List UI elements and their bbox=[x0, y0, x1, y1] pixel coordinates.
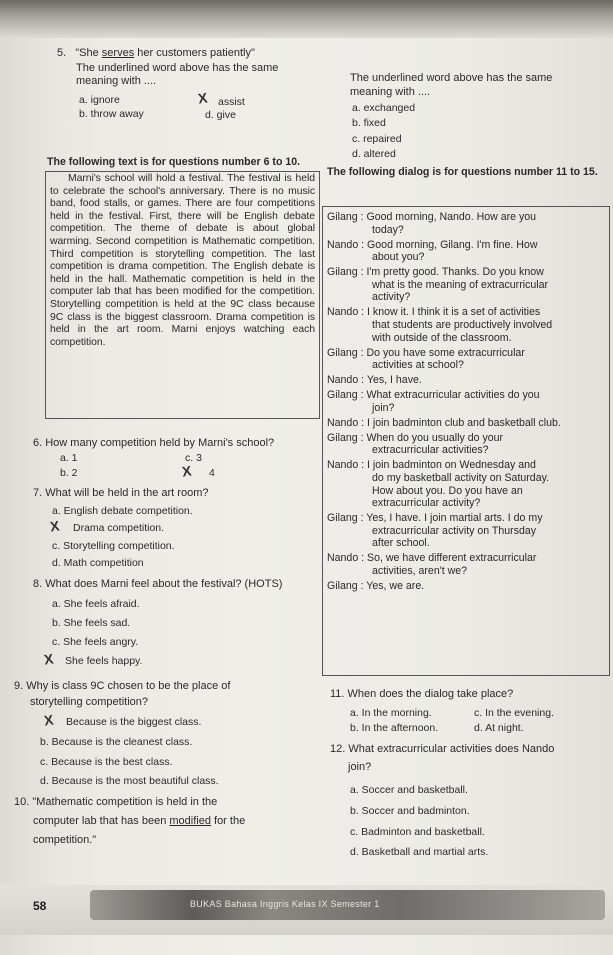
dialog-line: after school. bbox=[372, 537, 430, 550]
dialog-line: Nando : I join badminton on Wednesday and bbox=[327, 459, 536, 472]
dialog-line: do my basketball activity on Saturday. bbox=[372, 472, 550, 484]
q5r-option-a[interactable]: a. exchanged bbox=[352, 102, 416, 114]
q8-option-b[interactable]: b. She feels sad. bbox=[52, 617, 131, 629]
q7-option-b[interactable]: Drama competition. bbox=[73, 522, 165, 534]
q9-option-b[interactable]: b. Because is the cleanest class. bbox=[40, 736, 193, 748]
q11-option-c[interactable]: c. In the evening. bbox=[474, 707, 554, 719]
dialog-line: Nando : So, we have different extracurricular bbox=[327, 552, 537, 565]
q9-stem-1: 9. Why is class 9C chosen to be the place of bbox=[14, 680, 231, 692]
q12-option-c[interactable]: c. Badminton and basketball. bbox=[350, 826, 485, 838]
q12-option-a[interactable]: a. Soccer and basketball. bbox=[350, 784, 468, 796]
q5-option-d[interactable]: d. give bbox=[205, 109, 236, 121]
q11-option-b[interactable]: b. In the afternoon. bbox=[350, 722, 439, 734]
answer-cross-mark: X bbox=[48, 517, 61, 535]
dialog-line: Nando : Yes, I have. bbox=[327, 374, 422, 387]
q9-option-d[interactable]: d. Because is the most beautiful class. bbox=[40, 775, 219, 787]
q11-option-a[interactable]: a. In the morning. bbox=[350, 707, 432, 719]
q6-option-c[interactable]: c. 3 bbox=[185, 452, 202, 464]
q5r-line1: The underlined word above has the same bbox=[350, 72, 553, 84]
q8-option-c[interactable]: c. She feels angry. bbox=[52, 636, 139, 648]
dialog-line: Gilang : Yes, we are. bbox=[327, 580, 425, 592]
q5-option-c[interactable]: assist bbox=[218, 96, 245, 108]
dialog-line: what is the meaning of extracurricular bbox=[372, 278, 549, 291]
dialog-line: activities, aren't we? bbox=[372, 565, 468, 577]
dialog-line: activities at school? bbox=[372, 359, 464, 372]
q8-option-d[interactable]: She feels happy. bbox=[65, 655, 143, 667]
passage-intro: The following text is for questions number 6 to 10. bbox=[47, 156, 301, 168]
q12-option-d[interactable]: d. Basketball and martial arts. bbox=[350, 846, 489, 858]
dialog-line: join? bbox=[372, 401, 395, 414]
q10-stem-1: 10. "Mathematic competition is held in the bbox=[14, 796, 218, 808]
dialog-line: Gilang : Good morning, Nando. How are you bbox=[327, 211, 537, 223]
dialog-line: Nando : Good morning, Gilang. I'm fine. How bbox=[327, 238, 538, 251]
dialog-line: Gilang : When do you usually do your bbox=[327, 431, 504, 444]
underlined-word: serves bbox=[101, 47, 135, 59]
q6-option-a[interactable]: a. 1 bbox=[60, 452, 78, 464]
q10-stem-3: competition." bbox=[33, 834, 97, 846]
q11-option-d[interactable]: d. At night. bbox=[474, 722, 524, 734]
dialog-line: extracurricular activity on Thursday bbox=[372, 524, 537, 537]
q6-stem: 6. How many competition held by Marni's school? bbox=[33, 437, 275, 449]
q6-option-d[interactable]: 4 bbox=[209, 467, 215, 479]
dialog-line: with outside of the classroom. bbox=[372, 331, 512, 344]
q5-stem: 5. "She serves her customers patiently" bbox=[57, 47, 255, 59]
dialog-line: about you? bbox=[372, 251, 425, 264]
dialog-line: activity? bbox=[372, 291, 411, 304]
q7-stem: 7. What will be held in the art room? bbox=[33, 487, 209, 499]
q5-line2: The underlined word above has the same bbox=[76, 62, 279, 74]
answer-cross-mark: X bbox=[196, 89, 209, 107]
q8-stem: 8. What does Marni feel about the festival? (HOTS) bbox=[33, 578, 283, 590]
q7-option-a[interactable]: a. English debate competition. bbox=[52, 505, 193, 517]
dialog-line: Nando : I join badminton club and basketball club. bbox=[327, 416, 561, 429]
book-title: BUKAS Bahasa Inggris Kelas IX Semester 1 bbox=[190, 899, 380, 909]
dialog-line: Gilang : I'm pretty good. Thanks. Do you know bbox=[327, 266, 544, 279]
q9-option-a[interactable]: Because is the biggest class. bbox=[66, 716, 202, 728]
q7-option-d[interactable]: d. Math competition bbox=[52, 557, 144, 569]
q12-stem-2: join? bbox=[348, 761, 372, 773]
dialog-line: How about you. Do you have an bbox=[372, 484, 523, 497]
q5-option-a[interactable]: a. ignore bbox=[79, 94, 120, 106]
dialog-line: extracurricular activities? bbox=[372, 444, 489, 457]
top-shadow bbox=[0, 0, 613, 38]
dialog-line: Gilang : What extracurricular activities do you bbox=[327, 389, 540, 402]
q9-stem-2: storytelling competition? bbox=[30, 696, 149, 708]
dialog-line: extracurricular activity? bbox=[372, 497, 481, 510]
answer-cross-mark: X bbox=[42, 711, 55, 729]
q5r-option-c[interactable]: c. repaired bbox=[352, 133, 402, 145]
q5r-option-b[interactable]: b. fixed bbox=[352, 117, 386, 129]
q9-option-c[interactable]: c. Because is the best class. bbox=[40, 756, 173, 768]
q8-option-a[interactable]: a. She feels afraid. bbox=[52, 598, 140, 610]
answer-cross-mark: X bbox=[180, 462, 193, 480]
dialog-text bbox=[327, 211, 609, 671]
answer-cross-mark: X bbox=[42, 650, 55, 668]
q5r-line2: meaning with .... bbox=[350, 86, 431, 98]
q10-stem-2: computer lab that has been modified for the bbox=[33, 815, 246, 827]
q12-option-b[interactable]: b. Soccer and badminton. bbox=[350, 805, 470, 817]
q11-stem: 11. When does the dialog take place? bbox=[330, 688, 514, 700]
q6-option-b[interactable]: b. 2 bbox=[60, 467, 78, 479]
dialog-line: today? bbox=[372, 223, 404, 236]
dialog-line: Gilang : Do you have some extracurricular bbox=[327, 346, 525, 359]
dialog-intro: The following dialog is for questions number 11 to 15. bbox=[327, 166, 598, 178]
underlined-word: modified bbox=[169, 815, 211, 827]
q12-stem-1: 12. What extracurricular activities does Nando bbox=[330, 743, 555, 755]
dialog-line: Gilang : Yes, I have. I join martial arts. I do my bbox=[327, 512, 543, 525]
q7-option-c[interactable]: c. Storytelling competition. bbox=[52, 540, 175, 552]
dialog-line: Nando : I know it. I think it is a set of activities bbox=[327, 306, 541, 319]
page-number: 58 bbox=[33, 899, 47, 913]
q5r-option-d[interactable]: d. altered bbox=[352, 148, 396, 160]
q5-option-b[interactable]: b. throw away bbox=[79, 108, 144, 120]
dialog-line: that students are productively involved bbox=[372, 319, 553, 331]
passage-text: Marni's school will hold a festival. The festival is held to celebrate the school's anniversary. There is no music band, food stalls, or games. There are four competitions held in the festival. First, there will be English debate competition. The theme of debate is about global warming. Second competition is Mathematic competition. Third competition is storytelling competition. The last competition is drama competition. The English debate is held in the hall. Mathematic competition is held in the computer lab that has been modified for the competition. Storytelling competition is held at the 9C class because 9C class is the biggest classroom. Drama competition is held in the art room. Marni enjoys watching each competition. bbox=[50, 173, 315, 348]
q5-line3: meaning with .... bbox=[76, 75, 157, 87]
